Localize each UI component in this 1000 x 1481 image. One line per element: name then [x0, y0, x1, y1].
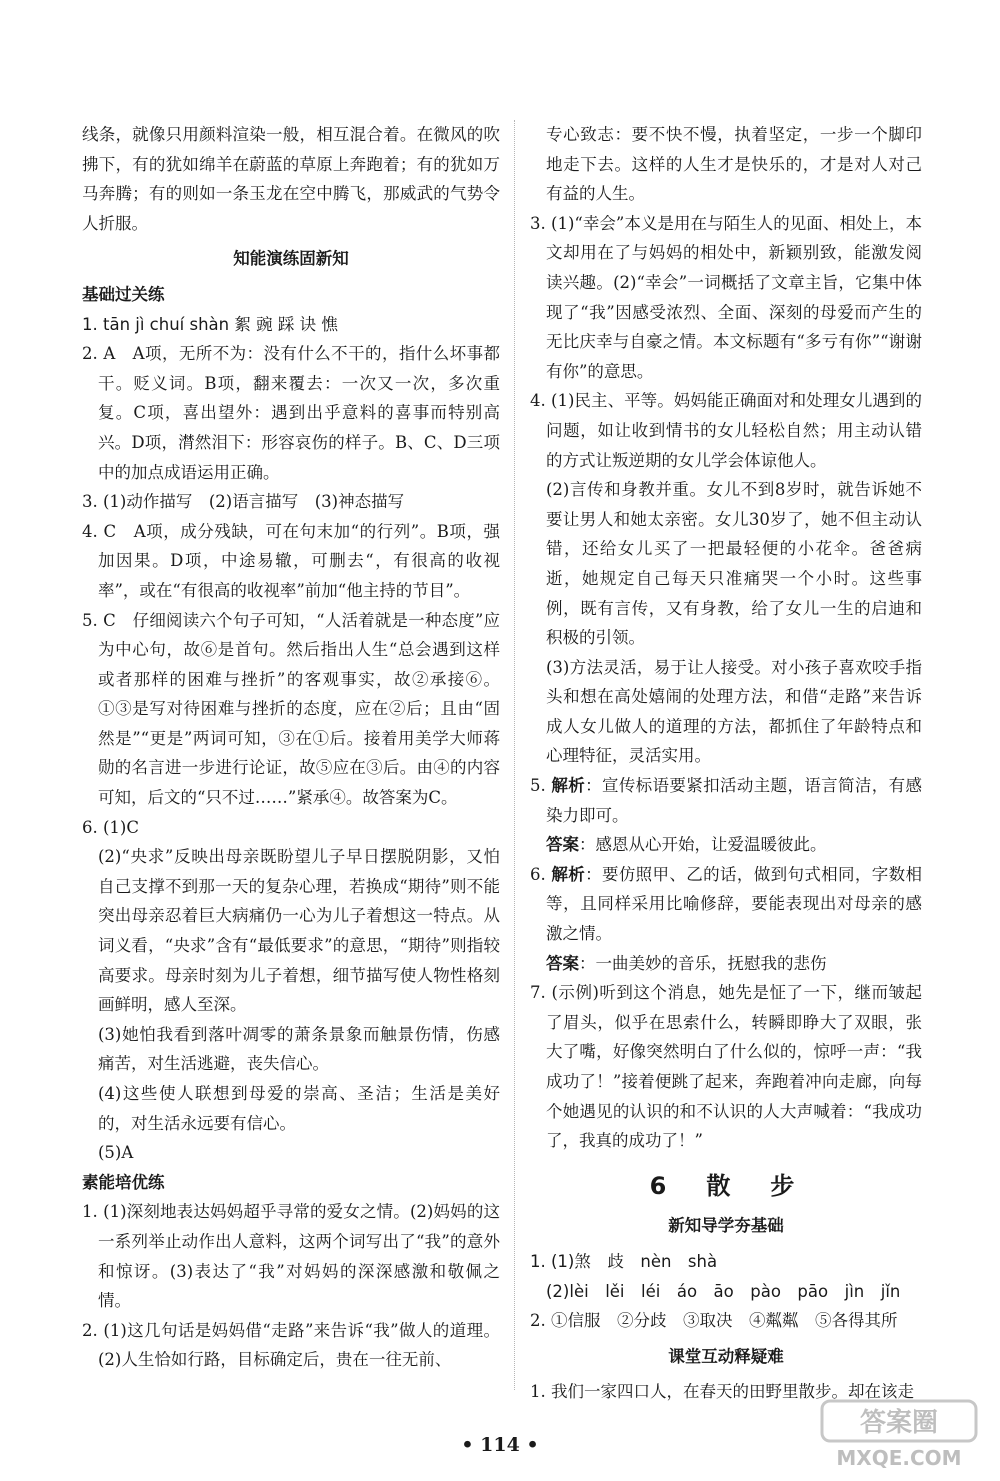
- answer-r4-2: (2)言传和身教并重。女儿不到8岁时，就告诉她不要让男人和她太亲密。女儿30岁了，她不但主动认错，还给女儿买了一把最轻便的小花伞。爸爸病逝，她规定自己每天只准痛哭一个小时。这些事例，既有言传，又有身教，给了女儿一生的启迪和积极的引领。: [546, 480, 922, 648]
- analysis-label: 解析: [551, 864, 586, 884]
- watermark-url: MXQE.COM: [836, 1446, 962, 1470]
- answer-text: ：感恩从心开始，让爱温暖彼此。: [579, 835, 827, 855]
- answer-r6-analysis: 6. 解析：要仿照甲、乙的话，做到句式相同，字数相等，且同样采用比喻修辞，要能表现出对母亲的感激之情。: [530, 864, 923, 944]
- answer-r7: 7. (示例)听到这个消息，她先是怔了一下，继而皱起了眉头，似乎在思索什么，转瞬即睁大了双眼，张大了嘴，好像突然明白了什么似的，惊呼一声：“我成功了！”接着便跳了起来，奔跑着冲向走廊，向每个她遇见的认识的和不认识的人大声喊着：“我成功了，我真的成功了！”: [530, 983, 922, 1151]
- watermark-logo: [820, 1399, 978, 1471]
- answer-q1: 1. tān jì chuí shàn 絮 豌 踩 诀 憔: [82, 314, 338, 334]
- subsection-advanced: 素能培优练: [82, 1172, 165, 1192]
- right-column: [530, 120, 922, 1407]
- answer-label: 答案: [546, 835, 579, 855]
- answer-text: ：一曲美妙的音乐，抚慰我的悲伤: [579, 953, 827, 973]
- answer-q2: 2. A A项，无所不为：没有什么不干的，指什么坏事都干。贬义词。B项，翻来覆去：一次又一次，多次重复。C项，喜出望外：遇到出乎意料的喜事而特别高兴。D项，潸然泪下：形容哀伤的样子。B、C、D三项中的加点成语运用正确。: [82, 344, 500, 482]
- answer-r6-answer: [530, 949, 922, 979]
- page-number: • 114 •: [461, 1434, 539, 1456]
- analysis-text: ：宣传标语要紧扣活动主题，语言简洁，有感染力即可。: [546, 776, 923, 825]
- answer-q6-4: (4)这些使人联想到母爱的崇高、圣洁；生活是美好的，对生活永远要有信心。: [98, 1084, 500, 1133]
- answer-q6-1: 6. (1)C: [82, 817, 139, 837]
- section-title-preview: 新知导学夯基础: [668, 1216, 784, 1236]
- answer-n1b: (2)lèi lěi léi áo āo pào pāo jìn jǐn: [546, 1281, 901, 1301]
- answer-n1a: 1. (1)煞 歧 nèn shà: [530, 1251, 718, 1271]
- subsection-basic: 基础过关练: [82, 284, 165, 304]
- section-title-classroom: 课堂互动释疑难: [668, 1346, 784, 1366]
- answer-s2: 2. (1)这几句话是妈妈借“走路”来告诉“我”做人的道理。(2)人生恰如行路，目标确定后，贵在一往无前、: [82, 1320, 500, 1370]
- continued-paragraph: 专心致志：要不快不慢，执着坚定，一步一个脚印地走下去。这样的人生才是快乐的，才是对人对己有益的人生。: [546, 125, 922, 204]
- analysis-label: 解析: [551, 776, 586, 796]
- answer-r5-answer: [530, 830, 922, 860]
- answer-q4: 4. C A项，成分残缺，可在句末加“的行列”。B项，强加因果。D项，中途易辙，可删去“，有很高的收视率”，或在“有很高的收视率”前加“他主持的节目”。: [82, 521, 500, 600]
- answer-q3: 3. (1)动作描写 (2)语言描写 (3)神态描写: [82, 492, 405, 512]
- watermark-brand: 答案圈: [859, 1408, 939, 1438]
- answer-r5-analysis: 5. 解析：宣传标语要紧扣活动主题，语言简洁，有感染力即可。: [530, 776, 923, 825]
- intro-paragraph: 线条，就像只用颜料渲染一般，相互混合着。在微风的吹拂下，有的犹如绵羊在蔚蓝的草原上奔跑着；有的犹如万马奔腾；有的则如一条玉龙在空中腾飞，那威武的气势令人折服。: [82, 125, 500, 233]
- section-title: 知能演练固新知: [233, 249, 349, 269]
- answer-s1: 1. (1)深刻地表达妈妈超乎寻常的爱女之情。(2)妈妈的这一系列举止动作出人意料，这两个词写出了“我”的意外和惊讶。(3)表达了“我”对妈妈的深深感激和敬佩之情。: [82, 1202, 500, 1311]
- analysis-text: ：要仿照甲、乙的话，做到句式相同，字数相等，且同样采用比喻修辞，要能表现出对母亲的感激之情。: [546, 864, 923, 944]
- lesson-title: 6 散 步: [649, 1171, 803, 1200]
- answer-q6-2: (2)“央求”反映出母亲既盼望儿子早日摆脱阴影，又怕自己支撑不到那一天的复杂心理，若换成“期待”则不能突出母亲忍着巨大病痛仍一心为儿子着想这一特点。从词义看，“央求”含有“最低要求”的意思，“期待”则指较高要求。母亲时刻为儿子着想，细节描写使人物性格刻画鲜明，感人至深。: [98, 847, 500, 1015]
- answer-c1: 1. 我们一家四口人，在春天的田野里散步。却在该走: [530, 1382, 914, 1402]
- column-divider: [514, 120, 515, 1390]
- answer-n2: 2. ①信服 ②分歧 ③取决 ④粼粼 ⑤各得其所: [530, 1311, 898, 1331]
- answer-r4-1: 4. (1)民主、平等。妈妈能正确面对和处理女儿遇到的问题，如让收到情书的女儿轻松自然；用主动认错的方式让叛逆期的女儿学会体谅他人。: [530, 391, 922, 470]
- answer-q5: 5. C 仔细阅读六个句子可知，“人活着就是一种态度”应为中心句，故⑥是首句。然后指出人生“总会遇到这样或者那样的困难与挫折”的客观事实，故②承接⑥。①③是写对待困难与挫折的态度，应在②后；且由“固然是”“更是”两词可知，③在①后。接着用美学大师蒋勋的名言进一步进行论证，故⑤应在③后。由④的内容可知，后文的“只不过……”紧承④。故答案为C。: [82, 610, 500, 808]
- left-column: [82, 120, 500, 1375]
- answer-r3: 3. (1)“幸会”本义是用在与陌生人的见面、相处上，本文却用在了与妈妈的相处中，新颖别致，能激发阅读兴趣。(2)“幸会”一词概括了文章主旨，它集中体现了“我”因感受浓烈、全面、深刻的母爱而产生的无比庆幸与自豪之情。本文标题有“多亏有你”“谢谢有你”的意思。: [530, 213, 922, 381]
- answer-q6-5: (5)A: [98, 1143, 134, 1163]
- answer-label: 答案: [546, 953, 579, 973]
- answer-q6-3: (3)她怕我看到落叶凋零的萧条景象而触景伤情，伤感痛苦，对生活逃避，丧失信心。: [98, 1024, 500, 1074]
- answer-r4-3: (3)方法灵活，易于让人接受。对小孩子喜欢咬手指头和想在高处嬉闹的处理方法，和借“走路”来告诉成人女儿做人的道理的方法，都抓住了年龄特点和心理特征，灵活实用。: [546, 657, 922, 766]
